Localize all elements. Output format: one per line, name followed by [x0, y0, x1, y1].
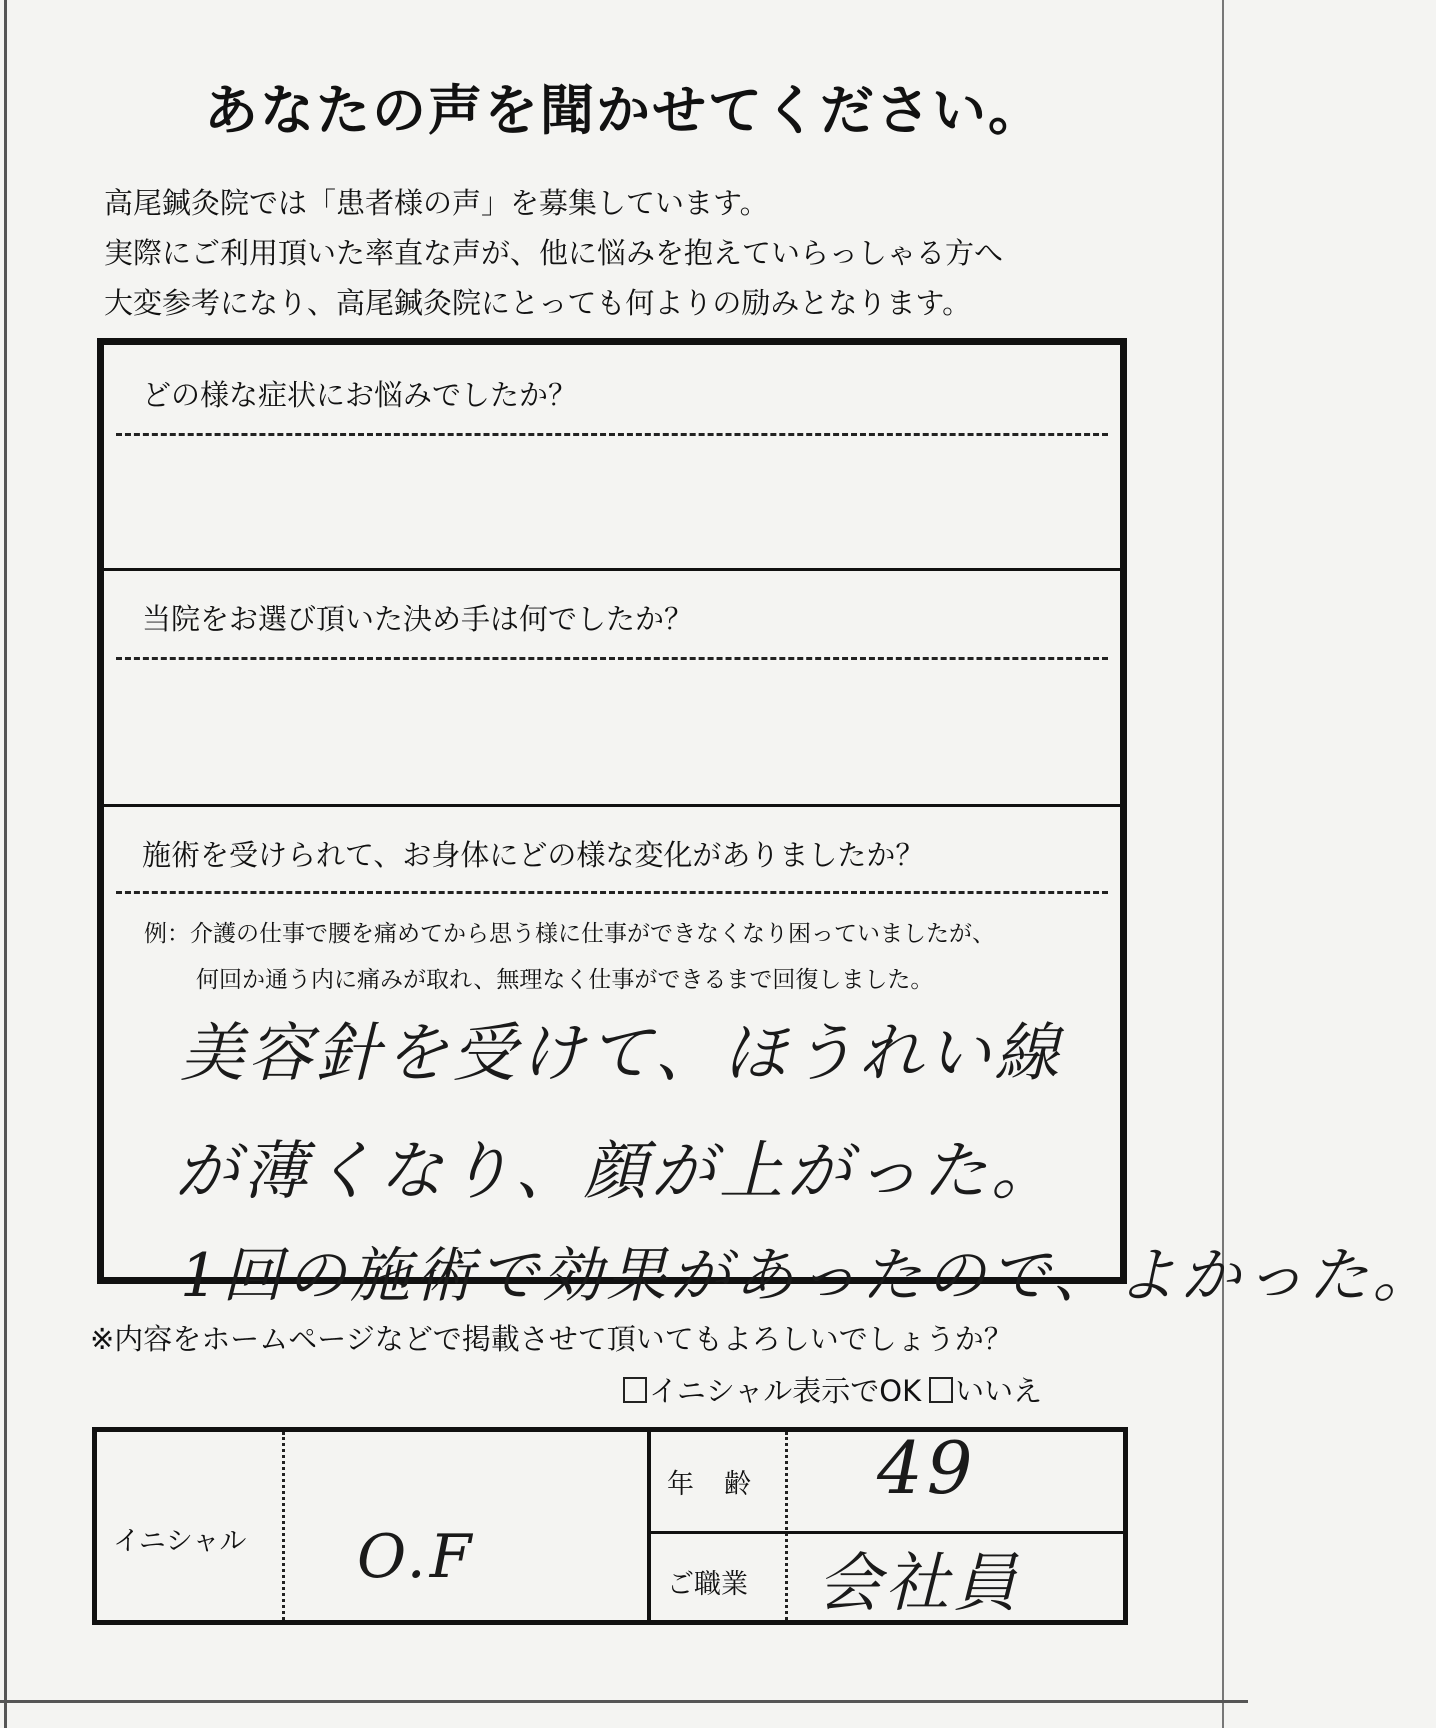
- dashed-divider: [116, 657, 1108, 660]
- consent-options: [623, 1369, 1042, 1410]
- age-value[interactable]: 49: [877, 1426, 977, 1510]
- dotted-divider: [785, 1432, 788, 1620]
- dotted-divider: [282, 1432, 285, 1620]
- intro-line: 高尾鍼灸院では「患者様の声」を募集しています。: [104, 186, 769, 220]
- option-label: いいえ: [955, 1374, 1043, 1408]
- handwritten-answer-line: 1回の施術で効果があったので、よかった。: [180, 1241, 1436, 1311]
- initial-label: イニシャル: [113, 1526, 247, 1557]
- option-label: イニシャル表示でOK: [649, 1374, 922, 1408]
- dashed-divider: [116, 433, 1108, 436]
- scan-edge-bottom: [0, 1700, 1248, 1703]
- consent-question: ※内容をホームページなどで掲載させて頂いてもよろしいでしょうか？: [90, 1322, 1013, 1356]
- scan-edge-left: [4, 0, 7, 1728]
- handwritten-answer-line: 美容針を受けて、ほうれい線: [180, 1017, 1063, 1091]
- handwritten-answer-line: が薄くなり、顔が上がった。: [175, 1135, 1059, 1209]
- example-line: 何回か通う内に痛みが取れ、無理なく仕事ができるまで回復しました。: [196, 967, 934, 993]
- scan-edge-right: [1222, 0, 1224, 1728]
- initial-value[interactable]: O.F: [357, 1522, 476, 1592]
- question-label: 施術を受けられて、お身体にどの様な変化がありましたか？: [142, 838, 925, 872]
- consent-option-no[interactable]: [929, 1369, 1042, 1410]
- example-text: [144, 911, 995, 1003]
- intro-line: 実際にご利用頂いた率直な声が、他に悩みを抱えていらっしゃる方へ: [104, 236, 1004, 270]
- occupation-label: ご職業: [667, 1569, 748, 1600]
- respondent-info-table: [92, 1427, 1128, 1625]
- checkbox-initial[interactable]: [623, 1377, 647, 1403]
- page-title: あなたの声を聞かせてください。: [204, 79, 1044, 142]
- age-label: 年齢: [667, 1469, 781, 1500]
- intro-text: [104, 178, 1003, 328]
- question-label: 当院をお選び頂いた決め手は何でしたか？: [142, 602, 694, 636]
- table-divider: [647, 1432, 651, 1620]
- example-line: 例：介護の仕事で腰を痛めてから思う様に仕事ができなくなり困っていましたが、: [144, 921, 995, 947]
- question-reason: [104, 568, 1120, 804]
- consent-option-initial[interactable]: [623, 1369, 921, 1410]
- question-label: どの様な症状にお悩みでしたか？: [142, 378, 578, 412]
- occupation-value[interactable]: 会社員: [817, 1547, 1021, 1621]
- question-symptoms: [104, 345, 1120, 568]
- checkbox-no[interactable]: [929, 1377, 953, 1403]
- dashed-divider: [116, 891, 1108, 894]
- intro-line: 大変参考になり、高尾鍼灸院にとっても何よりの励みとなります。: [104, 286, 972, 320]
